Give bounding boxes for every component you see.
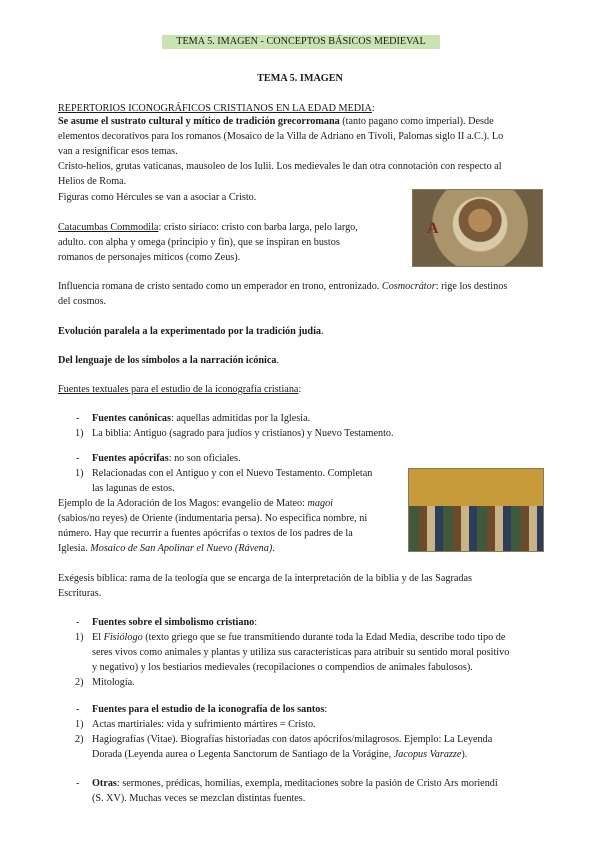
paragraph-line: van a resignificar esos temas. <box>58 146 178 157</box>
paragraph-grecorromana: Se asume el sustrato cultural y mítico de tradición grecorromana (tanto pagano como imperial). Desde <box>58 116 494 127</box>
list-bullet: - <box>76 704 80 715</box>
list-item-line: seres vivos como animales y plantas y utiliza sus características para atribuir su sentido moral positivo <box>92 647 510 658</box>
list-item-actas: Actas martiriales: vida y sufrimiento mártires = Cristo. <box>92 719 316 730</box>
list-item-apocrifas: Fuentes apócrifas: no son oficiales. <box>92 453 241 464</box>
paragraph-hercules: Figuras como Hércules se van a asociar a Cristo. <box>58 192 257 203</box>
list-bullet: - <box>76 617 80 628</box>
list-bullet: - <box>76 413 80 424</box>
page-title: TEMA 5. IMAGEN <box>257 73 343 84</box>
paragraph-line: romanos de personajes míticos (como Zeus). <box>58 252 241 263</box>
paragraph-line: adulto. con alpha y omega (principio y fin), que se inspiran en bustos <box>58 237 340 248</box>
page-header: TEMA 5. IMAGEN - CONCEPTOS BÁSICOS MEDIEVAL <box>162 35 440 49</box>
section-heading: REPERTORIOS ICONOGRÁFICOS CRISTIANOS EN LA EDAD MEDIA: <box>58 103 375 114</box>
paragraph-line: Iglesia. Mosaico de San Apolinar el Nuevo (Rávena). <box>58 543 275 554</box>
list-bullet: - <box>76 778 80 789</box>
list-item-santos: Fuentes para el estudio de la iconografía de los santos: <box>92 704 328 715</box>
paragraph-cosmocrator: Influencia romana de cristo sentado como un emperador en trono, entronizado. Cosmocrátor: rige los destinos <box>58 281 508 292</box>
list-item: Relacionadas con el Antiguo y con el Nuevo Testamento. Completan <box>92 468 373 479</box>
list-item-line: (S. XV). Muchas veces se mezclan distintas fuentes. <box>92 793 306 804</box>
list-item: La biblia: Antiguo (sagrado para judíos y cristianos) y Nuevo Testamento. <box>92 428 394 439</box>
paragraph-line: del cosmos. <box>58 296 107 307</box>
list-item-mitologia: Mitología. <box>92 677 135 688</box>
list-item-simbolismo: Fuentes sobre el simbolismo cristiano: <box>92 617 258 628</box>
list-item-line: las lagunas de estos. <box>92 483 175 494</box>
list-number: 1) <box>75 719 84 730</box>
list-number: 1) <box>75 632 84 643</box>
list-item-line: Dorada (Leyenda aurea o Legenta Sanctorum de Santiago de la Vorágine, Jacopus Varazze). <box>92 749 468 760</box>
paragraph-helios: Cristo-helios, grutas vaticanas, mausoleo de los Iulii. Los medievales le dan otra connotación con respecto al <box>58 161 502 172</box>
list-item-fisiologo: El Fisiólogo (texto griego que se fue transmitiendo durante toda la Edad Media, describe todo tipo de <box>92 632 506 643</box>
list-number: 1) <box>75 428 84 439</box>
list-number: 2) <box>75 677 84 688</box>
list-item-canonicas: Fuentes canónicas: aquellas admitidas por la Iglesia. <box>92 413 311 424</box>
paragraph-judia: Evolución paralela a la experimentado por la tradición judía. <box>58 326 324 337</box>
list-item-hagiografias: Hagiografías (Vitae). Biografías historiadas con datos apócrifos/milagrosos. Ejemplo: La Leyenda <box>92 734 493 745</box>
paragraph-magos: Ejemplo de la Adoración de los Magos: evangelio de Mateo: magoi <box>58 498 333 509</box>
paragraph-exegesis: Exégesis bíblica: rama de la teología que se encarga de la interpretación de la biblia y de las Sagradas <box>58 573 472 584</box>
paragraph-line: (sabios/no reyes) de Oriente (indumentaria persa). No especifica nombre, ni <box>58 513 368 524</box>
list-item-line: y negativo) y los bestiarios medievales (recopilaciones o compendios de animales fabulosos). <box>92 662 473 673</box>
paragraph-line: Helios de Roma. <box>58 176 127 187</box>
list-item-otras: Otras: sermones, prédicas, homilías, exempla, meditaciones sobre la pasión de Cristo Ars moriendi <box>92 778 498 789</box>
paragraph-simbolos: Del lenguaje de los símbolos a la narración icónica. <box>58 355 280 366</box>
paragraph-line: elementos decorativos para los romanos (Mosaico de la Villa de Adriano en Tívoli, Palomas siglo II a.C.). Lo <box>58 131 504 142</box>
list-number: 1) <box>75 468 84 479</box>
paragraph-commodila: Catacumbas Commodila: cristo siríaco: cristo con barba larga, pelo largo, <box>58 222 358 233</box>
list-bullet: - <box>76 453 80 464</box>
paragraph-line: Escrituras. <box>58 588 102 599</box>
paragraph-line: número. Hay que recurrir a fuentes apócrifas o textos de los padres de la <box>58 528 353 539</box>
paragraph-fuentes: Fuentes textuales para el estudio de la iconografía cristiana: <box>58 384 302 395</box>
christ-fresco-image: A <box>412 189 543 267</box>
magi-mosaic-image <box>408 468 544 552</box>
list-number: 2) <box>75 734 84 745</box>
